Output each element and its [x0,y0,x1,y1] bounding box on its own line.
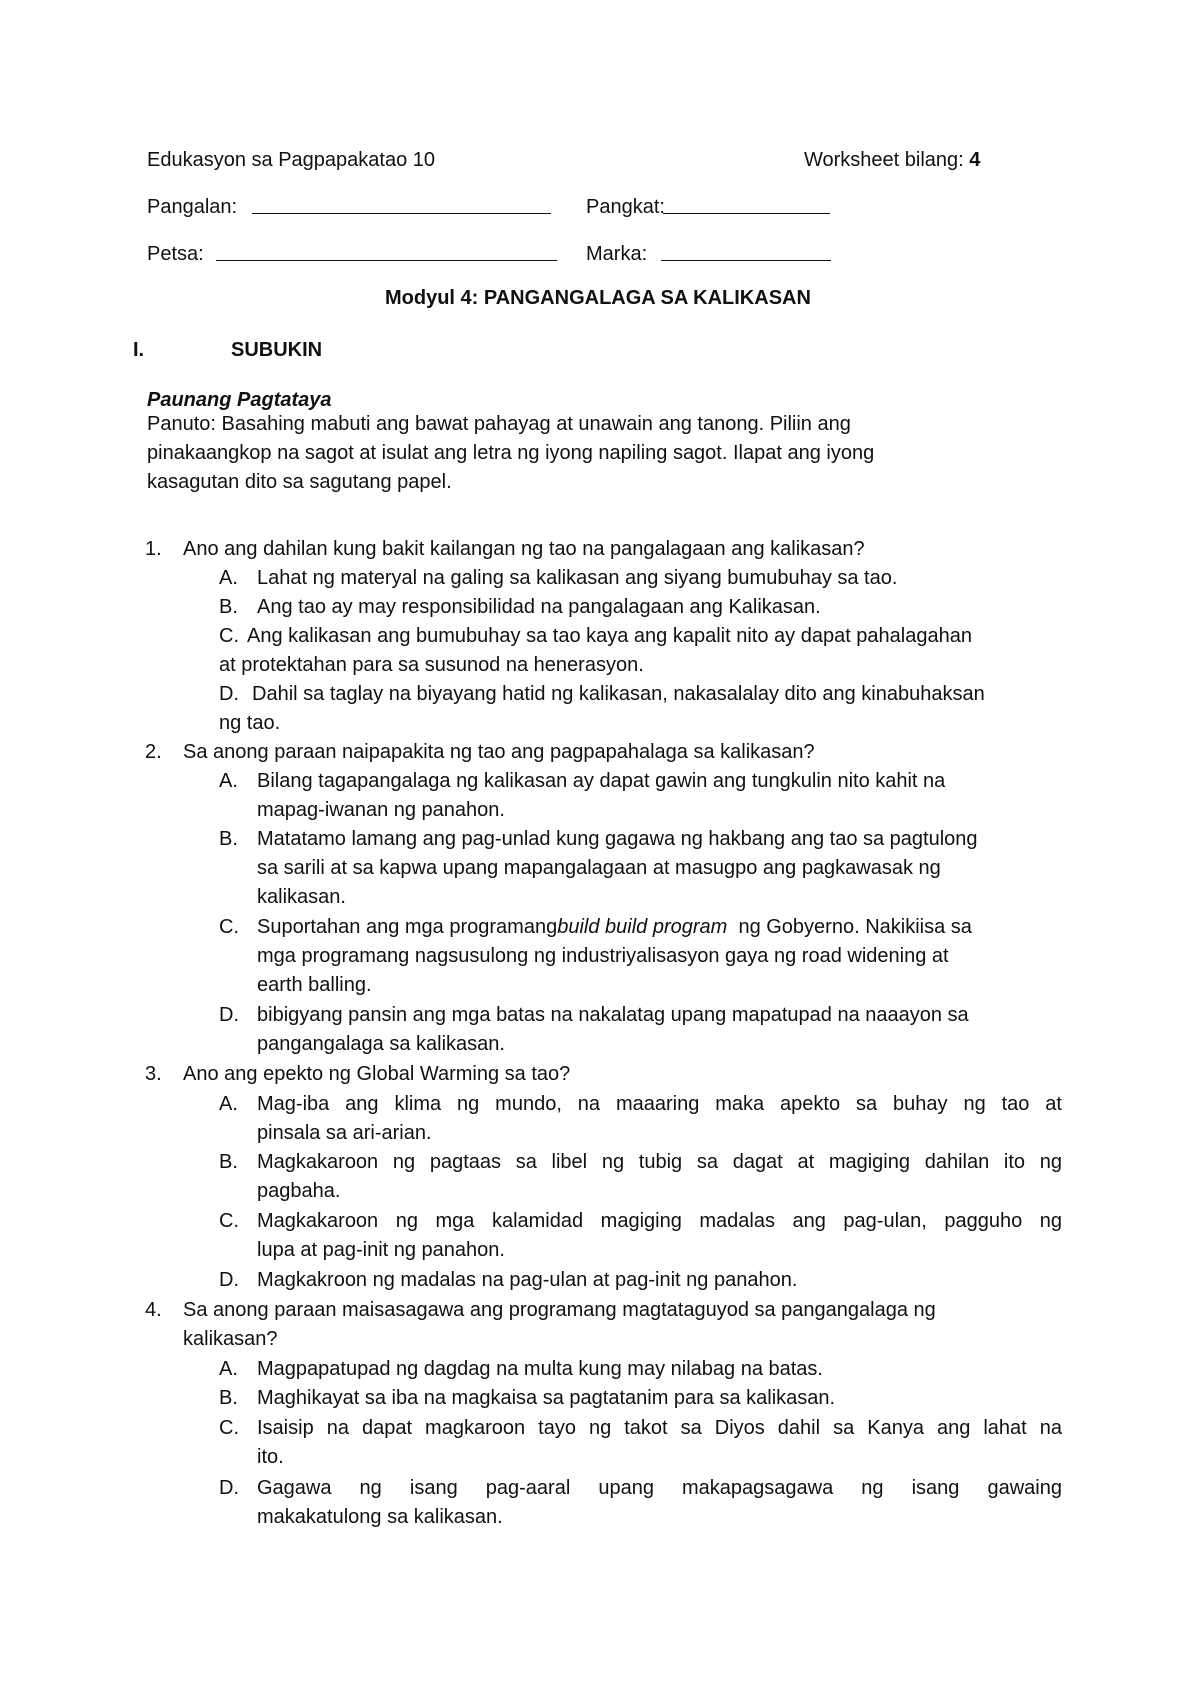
name-field[interactable] [252,213,551,214]
choice-letter: C. [219,916,239,938]
assessment-title: Paunang Pagtataya [147,389,332,411]
choice-letter: D. [219,1269,239,1291]
choice-text: Mag-iba ang klima ng mundo, na maaaring maka apekto sa buhay ng tao at [257,1093,1062,1115]
choice-letter: B. [219,1387,238,1409]
choice-text: at protektahan para sa susunod na henerasyon. [219,654,644,676]
choice-text: pagbaha. [257,1180,341,1202]
choice-text-pre: Suportahan ang mga programang [257,916,558,938]
choice-text-italic: build build program [557,916,728,938]
choice-text: pangangalaga sa kalikasan. [257,1033,505,1055]
choice-letter: B. [219,828,238,850]
choice-text: earth balling. [257,974,372,996]
question-number: 4. [145,1299,162,1321]
choice-text: Matatamo lamang ang pag-unlad kung gagawa ng hakbang ang tao sa pagtulong [257,828,978,850]
worksheet-text: Worksheet bilang: [804,149,964,171]
score-field[interactable] [661,260,831,261]
choice-text: Dahil sa taglay na biyayang hatid ng kalikasan, nakasalalay dito ang kinabuhaksan [252,683,985,705]
question-text: kalikasan? [183,1328,278,1350]
date-label: Petsa: [147,243,204,265]
instructions-line: kasagutan dito sa sagutang papel. [147,471,452,493]
question-number: 3. [145,1063,162,1085]
name-label: Pangalan: [147,196,238,218]
choice-letter: B. [219,1151,238,1173]
choice-letter: C. [219,1210,239,1232]
choice-letter: A. [219,1093,238,1115]
question-number: 1. [145,538,162,560]
choice-text: Lahat ng materyal na galing sa kalikasan ang siyang bumubuhay sa tao. [257,567,898,589]
choice-letter: C. [219,625,239,647]
choice-text: Maghikayat sa iba na magkaisa sa pagtatanim para sa kalikasan. [257,1387,836,1409]
choice-text [257,913,972,942]
question-text: Sa anong paraan naipapakita ng tao ang pagpapahalaga sa kalikasan? [183,741,815,763]
choice-text: sa sarili at sa kapwa upang mapangalagaan at masugpo ang pagkawasak ng [257,857,941,879]
choice-letter: D. [219,1004,239,1026]
choice-letter: B. [219,596,238,618]
module-title: Modyul 4: PANGANGALAGA SA KALIKASAN [385,287,811,309]
choice-text: Gagawa ng isang pag-aaral upang makapagsagawa ng isang gawaing [257,1477,1062,1499]
group-field[interactable] [663,213,830,214]
choice-letter: A. [219,1358,238,1380]
choice-text: mapag-iwanan ng panahon. [257,799,505,821]
section-number: I. [133,339,145,361]
choice-text: Ang kalikasan ang bumubuhay sa tao kaya ang kapalit nito ay dapat pahalagahan [247,625,972,647]
choice-letter: D. [219,1477,239,1499]
choice-text: kalikasan. [257,886,346,908]
worksheet-label [804,150,980,170]
date-field[interactable] [216,260,557,261]
choice-text: Bilang tagapangalaga ng kalikasan ay dapat gawin ang tungkulin nito kahit na [257,770,946,792]
choice-letter: D. [219,683,239,705]
choice-text: Isaisip na dapat magkaroon tayo ng takot sa Diyos dahil sa Kanya ang lahat na [257,1417,1062,1439]
choice-text: pinsala sa ari-arian. [257,1122,432,1144]
choice-letter: C. [219,1417,239,1439]
choice-text: Ang tao ay may responsibilidad na pangalagaan ang Kalikasan. [257,596,821,618]
choice-text-post: ng Gobyerno. Nakikiisa sa [727,916,972,938]
question-number: 2. [145,741,162,763]
choice-text: lupa at pag-init ng panahon. [257,1239,505,1261]
choice-text: ito. [257,1446,284,1468]
score-label: Marka: [586,243,648,265]
instructions-line: pinakaangkop na sagot at isulat ang letra ng iyong napiling sagot. Ilapat ang iyong [147,442,875,464]
choice-letter: A. [219,770,238,792]
subject-label: Edukasyon sa Pagpapakatao 10 [147,149,435,171]
choice-text: ng tao. [219,712,281,734]
choice-letter: A. [219,567,238,589]
group-label: Pangkat: [586,196,665,218]
choice-text: mga programang nagsusulong ng industriyalisasyon gaya ng road widening at [257,945,949,967]
worksheet-number: 4 [969,149,981,171]
choice-text: Magkakroon ng madalas na pag-ulan at pag-init ng panahon. [257,1269,798,1291]
choice-text: Magkakaroon ng mga kalamidad magiging madalas ang pag-ulan, pagguho ng [257,1210,1062,1232]
choice-text: makakatulong sa kalikasan. [257,1506,503,1528]
choice-text: bibigyang pansin ang mga batas na nakalatag upang mapatupad na naaayon sa [257,1004,969,1026]
instructions-line: Panuto: Basahing mabuti ang bawat pahayag at unawain ang tanong. Piliin ang [147,413,851,435]
question-text: Ano ang epekto ng Global Warming sa tao? [183,1063,571,1085]
section-title: SUBUKIN [231,339,323,361]
question-text: Sa anong paraan maisasagawa ang programang magtataguyod sa pangangalaga ng [183,1299,936,1321]
choice-text: Magkakaroon ng pagtaas sa libel ng tubig sa dagat at magiging dahilan ito ng [257,1151,1062,1173]
question-text: Ano ang dahilan kung bakit kailangan ng tao na pangalagaan ang kalikasan? [183,538,865,560]
choice-text: Magpapatupad ng dagdag na multa kung may nilabag na batas. [257,1358,823,1380]
